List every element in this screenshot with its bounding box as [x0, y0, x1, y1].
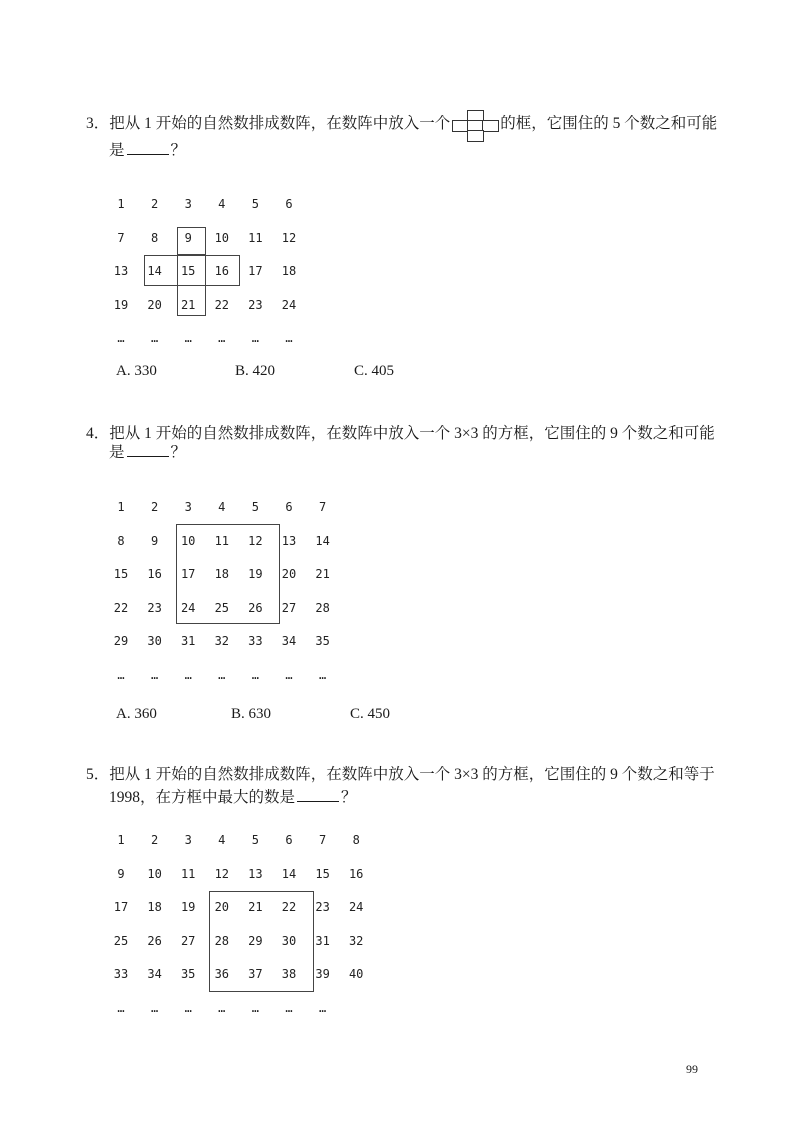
grid-cell: 23: [315, 900, 330, 915]
grid-cell: 30: [147, 634, 162, 648]
cross-frame: [177, 227, 206, 255]
grid-cell: 22: [214, 297, 230, 312]
grid-cell: 2: [150, 197, 159, 211]
grid-cell: …: [150, 667, 159, 682]
grid-cell: 23: [248, 297, 263, 312]
grid-cell: 15: [315, 866, 330, 881]
grid-cell: 9: [150, 533, 159, 548]
grid-cell: 19: [248, 567, 263, 581]
grid-cell: 27: [180, 933, 196, 948]
grid-cell: 34: [147, 967, 162, 982]
grid-cell: 1: [117, 197, 125, 211]
grid-cell: 10: [147, 866, 162, 881]
grid-cell: 5: [251, 500, 259, 514]
grid-cell: 6: [285, 197, 293, 211]
grid-cell: 24: [281, 297, 297, 312]
option-c[interactable]: C. 450: [350, 706, 391, 722]
grid-cell: …: [184, 331, 192, 345]
grid-cell: 40: [348, 967, 364, 982]
question-3-line-2: [109, 140, 186, 161]
grid-cell: 7: [318, 833, 327, 847]
grid-cell: 26: [147, 933, 162, 948]
grid-cell: 20: [214, 900, 230, 915]
grid-cell: 12: [248, 533, 263, 548]
question-3-text-before-icon: 3．把从 1 开始的自然数排成数阵，在数阵中放入一个: [86, 115, 451, 132]
grid-cell: 13: [113, 264, 129, 278]
grid-cell: 23: [147, 600, 162, 615]
grid-cell: 31: [180, 634, 196, 648]
grid-cell: 8: [352, 833, 360, 847]
grid-cell: 15: [180, 264, 196, 278]
option-c[interactable]: C. 405: [354, 363, 395, 379]
grid-cell: 16: [147, 567, 162, 581]
grid-cell: 22: [113, 600, 129, 615]
grid-cell: 10: [214, 230, 230, 245]
grid-cell: 6: [285, 833, 293, 847]
grid-cell: 8: [117, 533, 125, 548]
grid-cell: …: [251, 1001, 259, 1015]
grid-cell: …: [251, 331, 259, 345]
grid-cell: 35: [180, 967, 196, 982]
grid-cell: 21: [315, 567, 330, 581]
answer-blank[interactable]: [297, 787, 339, 802]
grid-cell: 3: [184, 500, 192, 514]
grid-cell: 25: [214, 600, 230, 615]
grid-cell: …: [184, 1001, 192, 1015]
grid-cell: …: [117, 1001, 125, 1015]
grid-cell: 20: [281, 567, 297, 581]
grid-cell: 7: [117, 230, 125, 245]
grid-cell: 28: [315, 600, 330, 615]
grid-cell: …: [117, 331, 125, 345]
grid-cell: …: [117, 667, 125, 682]
grid-cell: 34: [281, 634, 297, 648]
grid-cell: …: [318, 1001, 327, 1015]
grid-cell: 36: [214, 967, 230, 982]
grid-cell: 5: [251, 197, 259, 211]
grid-cell: 16: [348, 866, 364, 881]
grid-cell: 15: [113, 567, 129, 581]
three-by-three-frame: [209, 891, 314, 992]
question-3-text-after-icon: 的框，它围住的 5 个数之和可能: [500, 115, 718, 132]
grid-cell: 1: [117, 500, 125, 514]
grid-cell: 37: [248, 967, 263, 982]
answer-blank[interactable]: [127, 442, 169, 457]
grid-cell: 30: [281, 933, 297, 948]
grid-cell: …: [251, 667, 259, 682]
grid-cell: 3: [184, 833, 192, 847]
grid-cell: 21: [180, 297, 196, 312]
grid-cell: 29: [248, 933, 263, 948]
grid-cell: 33: [113, 967, 129, 982]
grid-cell: 11: [248, 230, 263, 245]
grid-cell: 3: [184, 197, 192, 211]
grid-cell: 19: [113, 297, 129, 312]
grid-cell: 14: [315, 533, 330, 548]
cross-frame: [177, 285, 206, 316]
grid-cell: 4: [218, 833, 226, 847]
grid-cell: 11: [180, 866, 196, 881]
grid-cell: …: [285, 667, 293, 682]
grid-cell: …: [150, 1001, 159, 1015]
grid-cell: 10: [180, 533, 196, 548]
grid-cell: 38: [281, 967, 297, 982]
grid-cell: 13: [248, 866, 263, 881]
grid-cell: 35: [315, 634, 330, 648]
question-5-line-1: 5．把从 1 开始的自然数排成数阵，在数阵中放入一个 3×3 的方框，它围住的 9 个数之和等于: [86, 766, 715, 783]
grid-cell: 4: [218, 197, 226, 211]
grid-cell: 9: [184, 230, 192, 245]
cross-frame-divider: [177, 255, 206, 286]
question-4-line-2: [109, 442, 186, 463]
grid-cell: 31: [315, 933, 330, 948]
grid-cell: 22: [281, 900, 297, 915]
grid-cell: 9: [117, 866, 125, 881]
question-4-suffix: ？: [170, 444, 187, 461]
question-5-suffix: ？: [341, 789, 357, 806]
grid-cell: …: [218, 1001, 226, 1015]
grid-cell: 4: [218, 500, 226, 514]
grid-cell: …: [285, 1001, 293, 1015]
grid-cell: 32: [348, 933, 364, 948]
grid-cell: 19: [180, 900, 196, 915]
grid-cell: …: [318, 667, 327, 682]
grid-cell: …: [150, 331, 159, 345]
grid-cell: 29: [113, 634, 129, 648]
grid-cell: 14: [281, 866, 297, 881]
option-a[interactable]: A. 360: [116, 706, 157, 722]
grid-cell: 24: [348, 900, 364, 915]
grid-cell: 20: [147, 297, 162, 312]
grid-cell: 12: [281, 230, 297, 245]
question-4-prefix: 是: [109, 444, 125, 461]
grid-cell: 18: [147, 900, 162, 915]
grid-cell: 12: [214, 866, 230, 881]
grid-cell: …: [285, 331, 293, 345]
question-4-line-1: 4．把从 1 开始的自然数排成数阵，在数阵中放入一个 3×3 的方框，它围住的 9 个数之和可能: [86, 425, 715, 442]
grid-cell: 2: [150, 500, 159, 514]
grid-cell: 24: [180, 600, 196, 615]
grid-cell: 5: [251, 833, 259, 847]
page-number: 99: [686, 1062, 698, 1076]
grid-cell: 6: [285, 500, 293, 514]
grid-cell: 18: [214, 567, 230, 581]
grid-cell: 7: [318, 500, 327, 514]
grid-cell: 17: [113, 900, 129, 915]
grid-cell: 39: [315, 967, 330, 982]
grid-cell: 13: [281, 533, 297, 548]
cross-frame-icon: [452, 110, 498, 140]
grid-cell: 28: [214, 933, 230, 948]
grid-cell: 25: [113, 933, 129, 948]
grid-cell: 21: [248, 900, 263, 915]
question-3-line-1: [86, 110, 717, 140]
grid-cell: 14: [147, 264, 162, 278]
option-b[interactable]: B. 630: [231, 706, 272, 722]
grid-cell: …: [218, 667, 226, 682]
grid-cell: 18: [281, 264, 297, 278]
answer-blank[interactable]: [127, 140, 169, 155]
grid-cell: 33: [248, 634, 263, 648]
grid-cell: 26: [248, 600, 263, 615]
grid-cell: 1: [117, 833, 125, 847]
option-b[interactable]: B. 420: [235, 363, 276, 379]
grid-cell: 17: [180, 567, 196, 581]
grid-cell: 32: [214, 634, 230, 648]
three-by-three-frame: [176, 524, 280, 624]
grid-cell: 27: [281, 600, 297, 615]
grid-cell: …: [218, 331, 226, 345]
question-5-prefix: 1998，在方框中最大的数是: [109, 789, 296, 806]
grid-cell: 2: [150, 833, 159, 847]
question-3-suffix: ？: [170, 142, 187, 159]
grid-cell: 11: [214, 533, 230, 548]
grid-cell: 16: [214, 264, 230, 278]
grid-cell: …: [184, 667, 192, 682]
grid-cell: 17: [248, 264, 263, 278]
option-a[interactable]: A. 330: [116, 363, 157, 379]
question-5-line-2: [109, 787, 357, 808]
grid-cell: 8: [150, 230, 159, 245]
question-3-prefix: 是: [109, 142, 125, 159]
